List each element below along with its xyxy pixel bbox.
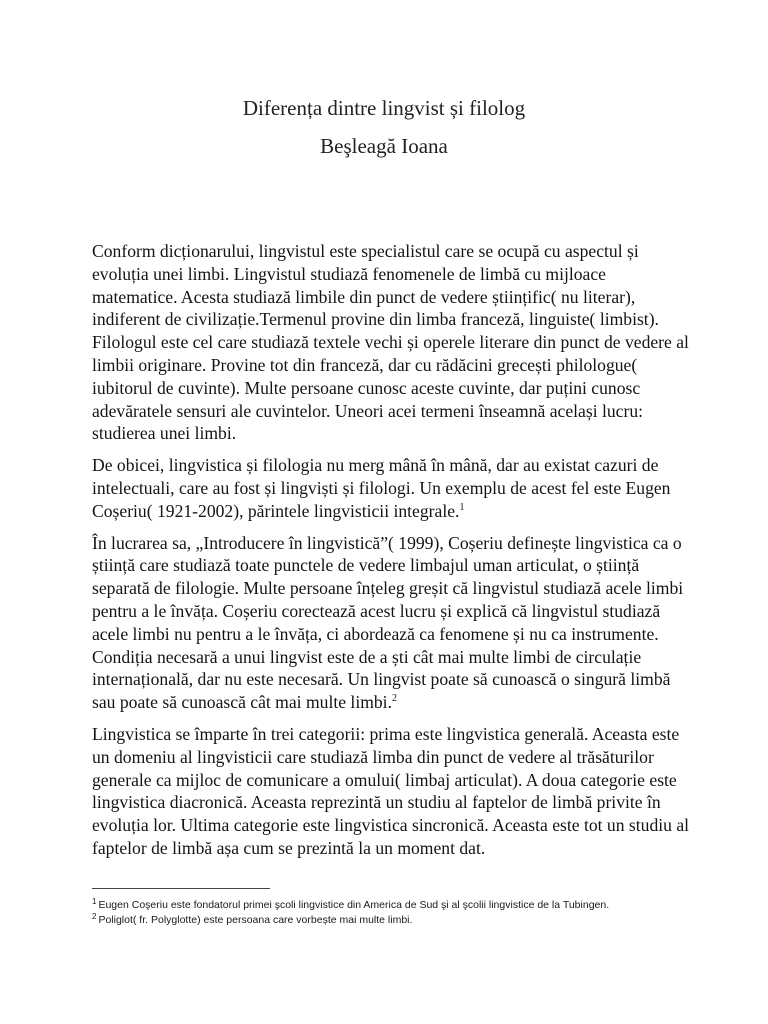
paragraph xyxy=(92,532,692,714)
document-title: Diferența dintre lingvist și filolog xyxy=(242,96,526,120)
paragraph-text: Lingvistica se împarte în trei categorii: prima este lingvistica generală. Aceasta este un domeniu al lingvisticii care studiază limba din punct de vedere al trăsăturilor generale ca mijloc de comunicare a omului( limbaj articulat). A doua categorie este lingvistica diacronică. Aceasta reprezintă un studiu al faptelor de limbă privite în evoluția lor. Ultima categorie este lingvistica sincronică. Aceasta este tot un studiu al faptelor de limbă așa cum se prezintă la un moment dat. xyxy=(92,723,690,858)
paragraph-text: Conform dicționarului, lingvistul este specialistul care se ocupă cu aspectul și evoluția unei limbi. Lingvistul studiază fenomenele de limbă cu mijloace matematice. Acesta studiază limbile din punct de vedere științific( nu literar), indiferent de civilizație.Termenul provine din limba franceză, linguiste( limbist). Filologul este cel care studiază textele vechi și operele literare din punct de vedere al limbii originare. Provine tot din franceză, dar cu rădăcini grecești philologue( iubitorul de cuvinte). Multe persoane cunosc aceste cuvinte, dar puțini cunosc adevăratele sensuri ale cuvintelor. Uneori acei termeni înseamnă același lucru: studierea unei limbi. xyxy=(92,241,689,444)
footnote-text: Poliglot( fr. Polyglotte) este persoana care vorbește mai multe limbi. xyxy=(98,914,413,926)
footnote-mark: 2 xyxy=(92,911,97,921)
footnote-mark: 1 xyxy=(92,896,97,906)
footnote xyxy=(92,898,712,913)
footnote-reference[interactable]: 1 xyxy=(459,501,465,513)
paragraph xyxy=(92,454,692,522)
document-author: Beşleagă Ioana xyxy=(320,134,448,158)
footnotes xyxy=(92,898,712,928)
paragraph-text: În lucrarea sa, „Introducere în lingvistică”( 1999), Coșeriu definește lingvistica ca o știință care studiază toate punctele de vedere limbajul uman articulat, o știință separată de filologie. Multe persoane înțeleg greșit că lingvistul studiază acele limbi pentru a le învăța. Coșeriu corectează acest lucru și explică că lingvistul studiază acele limbi nu pentru a le învăța, ci abordează ca fenomene și nu ca instrumente. Condiția necesară a unui lingvist este de a ști cât mai multe limbi de circulație internațională, dar nu este necesară. Un lingvist poate să cunoască o singură limbă sau poate să cunoască cât mai multe limbi. xyxy=(92,532,684,713)
footnote-separator xyxy=(92,888,270,889)
paragraph xyxy=(92,723,692,860)
footnote-text: Eugen Coşeriu este fondatorul primei şcoli lingvistice din America de Sud şi al şcolii lingvistice de la Tubingen. xyxy=(98,899,610,911)
footnote xyxy=(92,913,712,928)
document-body xyxy=(92,240,692,860)
footnote-reference[interactable]: 2 xyxy=(391,693,397,705)
paragraph xyxy=(92,240,692,445)
paragraph-text: De obicei, lingvistica și filologia nu merg mână în mână, dar au existat cazuri de intelectuali, care au fost și lingviști și filologi. Un exemplu de acest fel este Eugen Coșeriu( 1921-2002), părintele lingvisticii integrale. xyxy=(92,455,671,521)
